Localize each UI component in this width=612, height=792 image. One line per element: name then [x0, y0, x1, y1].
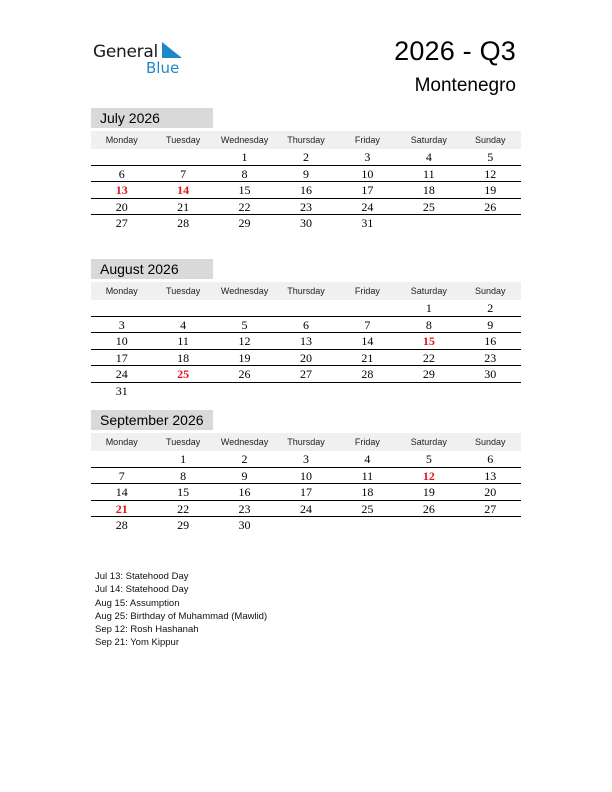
day-cell: 3: [118, 317, 125, 332]
logo-general-text: General: [93, 42, 158, 62]
day-cell: 4: [180, 317, 187, 332]
day-cell: 3: [302, 452, 309, 466]
day-cell: 25: [361, 501, 374, 516]
month-grid: [91, 433, 521, 534]
weekday-label: Sunday: [474, 135, 506, 145]
day-cell: 29: [177, 518, 190, 532]
day-cell: 7: [118, 468, 125, 483]
day-cell: 12: [238, 334, 251, 348]
day-cell: 15: [238, 183, 251, 197]
day-cell: 16: [484, 334, 497, 348]
weekday-label: Thursday: [287, 135, 325, 145]
week-row: [91, 199, 521, 216]
week-row: [91, 451, 521, 468]
day-cell: 5: [425, 452, 432, 466]
empty-day-cell: [337, 517, 398, 534]
day-cell: 7: [364, 317, 371, 332]
day-cell: 20: [484, 485, 497, 499]
day-cell: 30: [484, 367, 497, 381]
holiday-note: Sep 12: Rosh Hashanah: [95, 624, 199, 636]
holiday-note: Aug 25: Birthday of Muhammad (Mawlid): [95, 610, 268, 622]
weekday-label: Friday: [354, 437, 380, 447]
day-cell: 4: [364, 452, 371, 466]
day-cell: 22: [177, 501, 190, 516]
day-cell: 18: [422, 183, 435, 197]
empty-day-cell: [214, 300, 275, 316]
day-cell: 11: [177, 334, 189, 348]
holiday-note: Jul 14: Statehood Day: [95, 584, 189, 596]
day-cell: 18: [361, 485, 374, 499]
weekday-label: Tuesday: [166, 135, 201, 145]
week-row: [91, 383, 521, 400]
empty-day-cell: [337, 300, 398, 316]
weekday-header: [91, 131, 521, 149]
weekday-label: Monday: [105, 135, 138, 145]
empty-day-cell: [214, 383, 275, 400]
day-cell: 19: [422, 485, 435, 499]
page-title: 2026 - Q3: [394, 36, 516, 66]
empty-day-cell: [152, 149, 213, 165]
week-row: [91, 215, 521, 232]
day-cell: 24: [115, 367, 128, 381]
empty-day-cell: [460, 383, 521, 400]
day-cell: 5: [241, 317, 248, 332]
weekday-label: Saturday: [410, 135, 447, 145]
day-cell: 20: [115, 199, 128, 214]
day-cell: 28: [177, 216, 190, 230]
empty-day-cell: [398, 383, 459, 400]
day-cell: 21: [177, 199, 190, 214]
day-cell: 7: [180, 166, 187, 181]
day-cell: 13: [115, 183, 128, 197]
day-cell: 9: [487, 317, 494, 332]
holiday-note: Aug 15: Assumption: [95, 597, 180, 609]
month-label: September 2026: [91, 410, 213, 430]
weekday-label: Saturday: [410, 437, 447, 447]
month-label: August 2026: [91, 259, 213, 279]
week-row: [91, 317, 521, 334]
day-cell: 1: [425, 301, 432, 315]
empty-day-cell: [275, 517, 336, 534]
day-cell: 23: [238, 501, 251, 516]
empty-day-cell: [275, 300, 336, 316]
day-cell: 26: [422, 501, 435, 516]
day-cell: 14: [115, 485, 128, 499]
month-grid: [91, 131, 521, 232]
weekday-label: Tuesday: [166, 437, 201, 447]
weekday-label: Wednesday: [220, 135, 269, 145]
day-cell: 6: [118, 166, 125, 181]
day-cell: 9: [302, 166, 309, 181]
day-cell: 24: [361, 199, 374, 214]
day-cell: 30: [238, 518, 251, 532]
day-cell: 29: [422, 367, 435, 381]
day-cell: 17: [361, 183, 374, 197]
day-cell: 25: [177, 367, 190, 381]
week-row: [91, 350, 521, 367]
day-cell: 18: [177, 350, 190, 365]
week-row: [91, 149, 521, 166]
day-cell: 9: [241, 468, 248, 483]
day-cell: 6: [487, 452, 494, 466]
logo-triangle-icon: [160, 42, 182, 60]
day-cell: 8: [241, 166, 248, 181]
month-grid: [91, 282, 521, 399]
weekday-label: Saturday: [410, 286, 447, 296]
empty-day-cell: [152, 300, 213, 316]
empty-day-cell: [398, 517, 459, 534]
weekday-label: Monday: [105, 437, 138, 447]
day-cell: 17: [115, 350, 128, 365]
day-cell: 3: [364, 150, 371, 164]
day-cell: 15: [177, 485, 190, 499]
day-cell: 22: [238, 199, 251, 214]
logo-blue-text: Blue: [146, 59, 180, 77]
day-cell: 28: [361, 367, 374, 381]
weekday-label: Sunday: [474, 437, 506, 447]
day-cell: 27: [484, 501, 497, 516]
day-cell: 19: [238, 350, 251, 365]
week-row: [91, 333, 521, 350]
day-cell: 15: [422, 334, 435, 348]
empty-day-cell: [91, 451, 152, 467]
day-cell: 14: [361, 334, 374, 348]
weekday-header: [91, 282, 521, 300]
day-cell: 12: [422, 468, 435, 483]
day-cell: 19: [484, 183, 497, 197]
week-row: [91, 501, 521, 518]
day-cell: 6: [302, 317, 309, 332]
day-cell: 14: [177, 183, 190, 197]
day-cell: 8: [425, 317, 432, 332]
day-cell: 23: [299, 199, 312, 214]
week-row: [91, 484, 521, 501]
weekday-label: Wednesday: [220, 437, 269, 447]
day-cell: 26: [238, 367, 251, 381]
week-row: [91, 166, 521, 183]
week-row: [91, 300, 521, 317]
day-cell: 28: [115, 518, 128, 532]
day-cell: 10: [361, 166, 374, 181]
day-cell: 13: [299, 334, 312, 348]
empty-day-cell: [152, 383, 213, 400]
month-label: July 2026: [91, 108, 213, 128]
weekday-label: Wednesday: [220, 286, 269, 296]
day-cell: 17: [299, 485, 312, 499]
empty-day-cell: [91, 149, 152, 165]
day-cell: 2: [241, 452, 248, 466]
empty-day-cell: [460, 215, 521, 232]
day-cell: 1: [180, 452, 187, 466]
day-cell: 23: [484, 350, 497, 365]
country-name: Montenegro: [414, 75, 516, 96]
day-cell: 1: [241, 150, 248, 164]
day-cell: 30: [299, 216, 312, 230]
day-cell: 29: [238, 216, 251, 230]
holiday-note: Sep 21: Yom Kippur: [95, 637, 179, 649]
day-cell: 27: [115, 216, 128, 230]
holiday-note: Jul 13: Statehood Day: [95, 571, 189, 582]
weekday-label: Monday: [105, 286, 138, 296]
day-cell: 25: [422, 199, 435, 214]
day-cell: 16: [238, 485, 251, 499]
empty-day-cell: [337, 383, 398, 400]
day-cell: 5: [487, 150, 494, 164]
week-row: [91, 182, 521, 199]
empty-day-cell: [398, 215, 459, 232]
day-cell: 31: [115, 383, 128, 398]
empty-day-cell: [275, 383, 336, 400]
day-cell: 20: [299, 350, 312, 365]
holiday-notes: [95, 570, 267, 650]
day-cell: 26: [484, 199, 497, 214]
week-row: [91, 517, 521, 534]
empty-day-cell: [460, 517, 521, 534]
week-row: [91, 468, 521, 485]
day-cell: 2: [302, 150, 309, 164]
day-cell: 21: [115, 501, 128, 516]
day-cell: 2: [487, 301, 494, 315]
day-cell: 11: [423, 166, 435, 181]
logo: [93, 38, 193, 78]
weekday-label: Thursday: [287, 286, 325, 296]
weekday-label: Friday: [354, 135, 380, 145]
day-cell: 4: [425, 150, 432, 164]
empty-day-cell: [91, 300, 152, 316]
day-cell: 12: [484, 166, 497, 181]
day-cell: 10: [299, 468, 312, 483]
day-cell: 22: [422, 350, 435, 365]
day-cell: 10: [115, 334, 128, 348]
weekday-label: Thursday: [287, 437, 325, 447]
week-row: [91, 366, 521, 383]
day-cell: 13: [484, 468, 497, 483]
day-cell: 8: [180, 468, 187, 483]
day-cell: 11: [361, 468, 374, 483]
day-cell: 27: [299, 367, 312, 381]
weekday-label: Friday: [354, 286, 380, 296]
weekday-header: [91, 433, 521, 451]
day-cell: 21: [361, 350, 374, 365]
day-cell: 16: [299, 183, 312, 197]
weekday-label: Tuesday: [166, 286, 201, 296]
day-cell: 24: [299, 501, 312, 516]
day-cell: 31: [361, 216, 374, 230]
weekday-label: Sunday: [474, 286, 506, 296]
